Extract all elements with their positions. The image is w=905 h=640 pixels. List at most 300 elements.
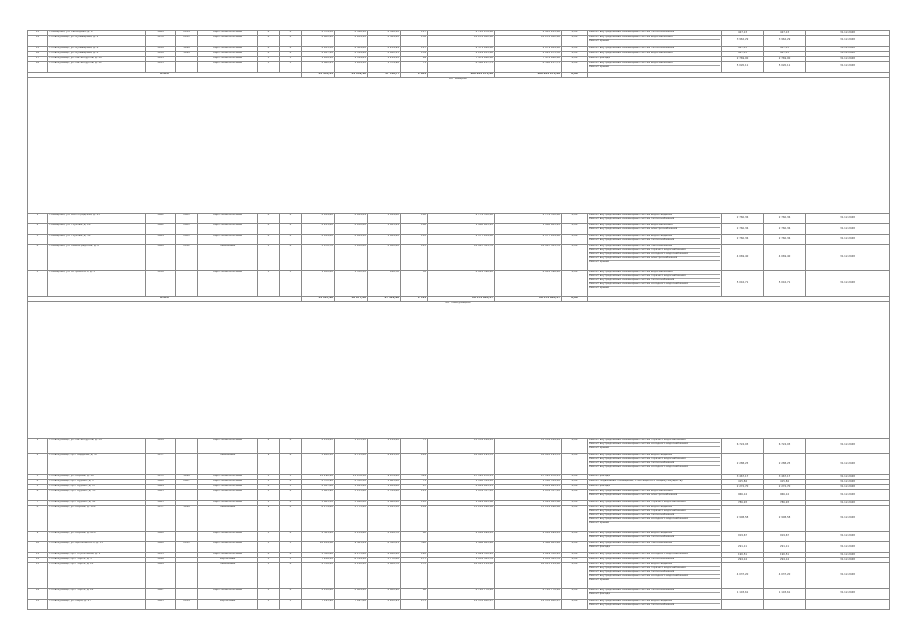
cell-area: 2 902,20 xyxy=(302,36,335,46)
cell-a: 294,14 xyxy=(722,558,764,563)
cell-type: Кирп. шлакоблочные xyxy=(198,474,258,479)
cell-cost: 20 015 119,00 xyxy=(428,563,495,589)
cell-en: 5 xyxy=(280,558,302,563)
cell-rec: 1998 xyxy=(176,474,198,479)
cell-en: 4 xyxy=(280,438,302,454)
cell-cost: 1 034 357,83 xyxy=(428,490,495,500)
cell-fund: 1 052 585,76 xyxy=(495,558,562,563)
cell-d: 31.12.2048 xyxy=(806,454,890,475)
cell-year: 1964 xyxy=(146,234,176,244)
cell-ppl: 111 xyxy=(401,490,428,500)
cell-a: 2 760,36 xyxy=(722,213,764,223)
work-item: Ремонт внутридомовых инженерных систем теплоснабжения xyxy=(589,462,720,466)
cell-cost: 10 083 191,35 xyxy=(428,454,495,475)
cell-fund: 10 231 002,00 xyxy=(495,36,562,46)
cell-addr: г.Кемерово, ул. Глухова, д. 28 xyxy=(48,224,146,234)
cell-nliv: 1 654,00 xyxy=(368,485,401,490)
cell-ppl: 120 xyxy=(401,552,428,557)
cell-addr: г.Новокузнецк, пр-т Курако, д. 35 xyxy=(48,490,146,500)
cell-a: 6 724,93 xyxy=(722,438,764,454)
cell-works xyxy=(588,224,722,234)
cell-area: 7 193,90 xyxy=(302,599,335,609)
cell-en: 6 xyxy=(280,563,302,589)
cell-fund: 2 903 205,00 xyxy=(495,31,562,36)
cell-a: 415,84 xyxy=(722,480,764,485)
cell-b: 294,14 xyxy=(764,558,806,563)
cell-b: 427,13 xyxy=(764,46,806,51)
cell-b: 427,13 xyxy=(764,31,806,36)
table-row xyxy=(28,438,890,454)
cell-nliv: 2 346,10 xyxy=(368,31,401,36)
cell-area: 3 465,90 xyxy=(302,490,335,500)
cell-cost: 13 134 169,61 xyxy=(428,438,495,454)
cell-pct: 0,00 xyxy=(562,474,588,479)
cell-ppl: 100 xyxy=(401,213,428,223)
cell-a xyxy=(722,599,764,609)
cell-pct: 0,00 xyxy=(562,36,588,46)
work-item: Ремонт внутридомовых инженерных систем теплоснабжения xyxy=(589,602,675,606)
cell-fund: 2 079 904,00 xyxy=(495,46,562,51)
cell-fund: 8 300 237,75 xyxy=(495,62,562,72)
cell-addr: г.Новокузнецк, ул. Кирова, д. 61А xyxy=(48,532,146,542)
cell-d: 31.12.2048 xyxy=(806,474,890,479)
cell-year: 1959 xyxy=(146,438,176,454)
cell-d: 31.12.2048 xyxy=(806,558,890,563)
cell-pct: 0,00 xyxy=(562,234,588,244)
cell-en: 4 xyxy=(280,213,302,223)
cell-ppl: 275 xyxy=(401,599,428,609)
cell-b: 5 020,11 xyxy=(764,62,806,72)
cell-fund: 10 867 501,76 xyxy=(495,245,562,271)
cell-works xyxy=(588,36,722,46)
cell-n: 11 xyxy=(28,552,48,557)
cell-fl: 3 xyxy=(258,56,280,61)
cell-a: 5 016,71 xyxy=(722,271,764,297)
cell-ppl: 75 xyxy=(401,438,428,454)
cell-works xyxy=(588,213,722,223)
cell-n: 6 xyxy=(28,490,48,500)
work-item: Ремонт внутридомовых инженерных систем холодного водоснабжения xyxy=(589,465,688,469)
cell-d: 31.12.2048 xyxy=(806,36,890,46)
cell-en: 4 xyxy=(280,500,302,505)
cell-liv: 2 110,20 xyxy=(335,563,368,589)
cell-b: 415,84 xyxy=(764,480,806,485)
work-item: Ремонт внутридомовых инженерных систем электроснабжения xyxy=(589,257,720,261)
cell-area: 2 139,20 xyxy=(302,438,335,454)
cell-cost: 2 214 453,00 xyxy=(428,51,495,56)
cell-area: 3 470,70 xyxy=(302,245,335,271)
cell-b: 291,11 xyxy=(764,542,806,552)
cell-ppl: 66 xyxy=(401,589,428,599)
work-item: Ремонт внутридомовых инженерных систем водоотведения xyxy=(589,235,720,239)
cell-nliv: 2 018,70 xyxy=(368,532,401,542)
work-item: Ремонт крыши xyxy=(589,286,610,290)
cell-ppl: 329 xyxy=(401,474,428,479)
cell-ppl: 138 xyxy=(401,36,428,46)
cell-year: 1960 xyxy=(146,480,176,485)
cell-d: 31.12.2048 xyxy=(806,563,890,589)
cell-pct: 0,00 xyxy=(562,542,588,552)
cell-fund: 2 774 350,00 xyxy=(495,213,562,223)
cell-works xyxy=(588,589,722,599)
total-cost: 109 844 274,28 xyxy=(428,72,495,77)
cell-cost: 1 980 603,22 xyxy=(428,224,495,234)
cell-type: Кирп. шлакоблочные xyxy=(198,552,258,557)
cell-fund: 1 049 530,22 xyxy=(495,552,562,557)
cell-addr: г.Новокузнецк, ул. Кирова, д. 108 xyxy=(48,506,146,532)
capital-repair-register-table xyxy=(27,30,890,610)
cell-pct: 0,00 xyxy=(562,485,588,490)
table-row xyxy=(28,36,890,46)
cell-fl: 5 xyxy=(258,599,280,609)
cell-a: 2 272,70 xyxy=(722,485,764,490)
cell-a: 2 760,36 xyxy=(722,224,764,234)
cell-liv: 6 784,10 xyxy=(335,558,368,563)
work-item: Ремонт внутридомовых инженерных систем теплоснабжения xyxy=(589,571,720,575)
cell-pct: 0,00 xyxy=(562,213,588,223)
cell-nliv: 926,30 xyxy=(368,271,401,297)
cell-type: Кирп. шлакоблочные xyxy=(198,31,258,36)
cell-b: 4 037,20 xyxy=(764,563,806,589)
cell-en: 5 xyxy=(280,599,302,609)
cell-b: 427,13 xyxy=(764,51,806,56)
cell-cost: 21 132 902,07 xyxy=(428,599,495,609)
cell-fl: 4 xyxy=(258,552,280,557)
total-nliv: 37 726,?? xyxy=(368,72,401,77)
cell-type: Кирп. шлакоблочные xyxy=(198,62,258,72)
cell-type: Кирп. шлакоблочные xyxy=(198,589,258,599)
cell-n: 18 xyxy=(28,62,48,72)
cell-nliv: 2 234,94 xyxy=(368,46,401,51)
cell-year: 1968 xyxy=(146,245,176,271)
cell-year: 1969 xyxy=(146,563,176,589)
cell-nliv: 1 963,80 xyxy=(368,480,401,485)
cell-liv: 11 076,10 xyxy=(335,474,368,479)
cell-fund: 2 177 954,00 xyxy=(495,234,562,244)
cell-liv: 1 815,20 xyxy=(335,485,368,490)
cell-cost: 27 193 470,13 xyxy=(428,474,495,479)
total-area: 35 167,90 xyxy=(302,297,335,302)
cell-a: 190,51 xyxy=(722,552,764,557)
cell-n: 14 xyxy=(28,589,48,599)
cell-en: 6 xyxy=(280,552,302,557)
cell-d: 31.12.2048 xyxy=(806,480,890,485)
cell-type: Кирп. шлакоблочные xyxy=(198,51,258,56)
cell-en: 4 xyxy=(280,480,302,485)
total-pct: 0,00 xyxy=(562,72,588,77)
cell-type: Кирп. шлакоблочные xyxy=(198,234,258,244)
cell-nliv: 2 000,90 xyxy=(368,589,401,599)
cell-rec: 1999 xyxy=(176,51,198,56)
cell-n: 4 xyxy=(28,480,48,485)
cell-year: 1958 xyxy=(146,51,176,56)
cell-year: 1977 xyxy=(146,506,176,532)
work-item: Ремонт внутридомовых инженерных систем электроснабжения xyxy=(589,227,678,231)
cell-works xyxy=(588,542,722,552)
cell-pct: 0,00 xyxy=(562,589,588,599)
work-item: Ремонт внутридомовых инженерных систем теплоснабжения xyxy=(589,46,675,49)
work-item: Ремонт внутридомовых инженерных систем теплоснабжения xyxy=(589,216,675,220)
cell-nliv: 5 013,50 xyxy=(368,506,401,532)
cell-a: 919,67 xyxy=(722,532,764,542)
cell-rec xyxy=(176,563,198,589)
cell-cost: 1 049 530,22 xyxy=(428,552,495,557)
cell-en: 4 xyxy=(280,506,302,532)
cell-rec: 2011 xyxy=(176,542,198,552)
cell-nliv: 2 820,40 xyxy=(368,245,401,271)
cell-n: 13 xyxy=(28,563,48,589)
cell-en: 4 xyxy=(280,589,302,599)
cell-fl: 4 xyxy=(258,31,280,36)
cell-n: 2 xyxy=(28,454,48,475)
cell-year: 1955 xyxy=(146,62,176,72)
cell-cost: 10 867 501,76 xyxy=(428,245,495,271)
cell-ppl: 71 xyxy=(401,480,428,485)
cell-area: 2 027,80 xyxy=(302,485,335,490)
cell-d: 31.12.2048 xyxy=(806,271,890,297)
cell-pct: 0,00 xyxy=(562,56,588,61)
cell-area: 3 463,50 xyxy=(302,500,335,505)
cell-d: 31.12.2048 xyxy=(806,62,890,72)
cell-area: 2 189,60 xyxy=(302,213,335,223)
cell-fl: 4 xyxy=(258,234,280,244)
cell-d: 31.12.2048 xyxy=(806,500,890,505)
cell-type: Кирпичные xyxy=(198,599,258,609)
cell-year: 1963 xyxy=(146,500,176,505)
cell-rec: 2001 xyxy=(176,234,198,244)
cell-n: 1 xyxy=(28,438,48,454)
cell-nliv: 9 679,20 xyxy=(368,474,401,479)
cell-addr: г.Новокузнецк, ул. Бульварная, д. 2 xyxy=(48,36,146,46)
cell-type: Кирп. шлакоблочные xyxy=(198,542,258,552)
cell-type: Кирп. шлакоблочные xyxy=(198,271,258,297)
cell-fl: 5 xyxy=(258,490,280,500)
cell-works xyxy=(588,271,722,297)
cell-type: Панельные xyxy=(198,454,258,475)
work-item: Ремонт крыши xyxy=(589,260,610,264)
cell-year: 1963 xyxy=(146,490,176,500)
cell-d: 31.12.2048 xyxy=(806,46,890,51)
cell-pct: 0,00 xyxy=(562,599,588,609)
table-row xyxy=(28,271,890,297)
cell-works xyxy=(588,245,722,271)
cell-addr: г.Новокузнецк, пр-т Зорге, д. 3 xyxy=(48,558,146,563)
cell-cost: 7 474 460,00 xyxy=(428,56,495,61)
cell-ppl: 80 xyxy=(401,532,428,542)
cell-area: 6 179,60 xyxy=(302,506,335,532)
cell-n: 14 xyxy=(28,36,48,46)
total-label: Итого xyxy=(28,297,302,302)
cell-fl: 9 xyxy=(258,506,280,532)
cell-liv: 2 024,89 xyxy=(335,213,368,223)
cell-fund: 27 193 470,13 xyxy=(495,474,562,479)
cell-fund: 4 765 778,26 xyxy=(495,589,562,599)
work-item: Ремонт внутридомовых инженерных систем водоснабжения xyxy=(589,51,673,54)
cell-addr: г.Новокузнецк, ул. Мира, д. 27 xyxy=(48,599,146,609)
cell-cost: 13 214 496,06 xyxy=(428,506,495,532)
work-item: Ремонт внутридомовых инженерных систем водоотведения xyxy=(589,563,720,567)
cell-year: 1962 xyxy=(146,213,176,223)
cell-n: 15 xyxy=(28,46,48,51)
cell-year: 1946 xyxy=(146,558,176,563)
cell-area: 2 572,90 xyxy=(302,480,335,485)
cell-d: 31.12.2048 xyxy=(806,234,890,244)
cell-en: 4 xyxy=(280,224,302,234)
total-fund: 28 574 005,37 xyxy=(495,297,562,302)
cell-rec xyxy=(176,490,198,500)
cell-b: 1 103,61 xyxy=(764,589,806,599)
cell-a: 427,13 xyxy=(722,51,764,56)
work-item: Ремонт внутридомовых инженерных систем горячего водоснабжения xyxy=(589,567,720,571)
cell-fund: 13 134 169,61 xyxy=(495,438,562,454)
cell-fl: 4 xyxy=(258,51,280,56)
cell-en: 3 xyxy=(280,542,302,552)
cell-pct: 0,00 xyxy=(562,438,588,454)
total-ppl: 1 364 xyxy=(401,72,428,77)
cell-rec xyxy=(176,454,198,475)
cell-a: 2 769,00 xyxy=(722,56,764,61)
cell-rec: 2001 xyxy=(176,224,198,234)
cell-fl: 4 xyxy=(258,36,280,46)
cell-type: Кирп. шлакоблочные xyxy=(198,224,258,234)
cell-type: Панельные xyxy=(198,506,258,532)
cell-ppl: 112 xyxy=(401,500,428,505)
cell-ppl: 172 xyxy=(401,563,428,589)
cell-liv: 1 975,10 xyxy=(335,438,368,454)
cell-d: 31.12.2048 xyxy=(806,438,890,454)
cell-nliv: 4 020,20 xyxy=(368,552,401,557)
cell-nliv: 1 814,80 xyxy=(368,213,401,223)
cell-nliv: 1 574,96 xyxy=(368,62,401,72)
cell-pct: 0,00 xyxy=(562,271,588,297)
cell-fund: 13 214 496,06 xyxy=(495,506,562,532)
work-item: Ремонт крыши xyxy=(589,39,610,43)
work-item: Ремонт внутридомовых инженерных систем теплоснабжения xyxy=(589,30,675,33)
cell-n: 3 xyxy=(28,234,48,244)
cell-area: 1 630,80 xyxy=(302,271,335,297)
cell-area: 2 579,30 xyxy=(302,31,335,36)
cell-type: Кирп. шлакоблочные xyxy=(198,36,258,46)
cell-pct: 0,00 xyxy=(562,500,588,505)
work-item: Ремонт внутридомовых инженерных систем горячего водоснабжения xyxy=(589,249,720,253)
cell-type: Кирп. шлакоблочные xyxy=(198,480,258,485)
cell-rec: 2011 xyxy=(176,36,198,46)
cell-d: 31.12.2048 xyxy=(806,224,890,234)
table-row xyxy=(28,563,890,589)
cell-year: 1963 xyxy=(146,599,176,609)
cell-addr: г.Кемерово, ул. Островского, д. 5 xyxy=(48,271,146,297)
cell-rec xyxy=(176,589,198,599)
cell-liv: 2 634,10 xyxy=(335,36,368,46)
cell-d: 31.12.2048 xyxy=(806,245,890,271)
work-item: Ремонт внутридомовых инженерных систем горячего водоснабжения xyxy=(589,458,720,462)
cell-en: 4 xyxy=(280,532,302,542)
cell-d: 31.12.2048 xyxy=(806,51,890,56)
cell-pct: 0,00 xyxy=(562,532,588,542)
cell-b: 2 288,25 xyxy=(764,454,806,475)
cell-works xyxy=(588,234,722,244)
work-item: Ремонт внутридомовых инженерных систем горячего водоснабжения xyxy=(589,510,720,514)
cell-year: 1958 xyxy=(146,46,176,51)
work-item: Ремонт внутридомовых инженерных систем холодного водоснабжения xyxy=(589,552,688,555)
cell-addr: г.Новокузнецк, пр-т Строителей, д. 1 xyxy=(48,552,146,557)
cell-addr: г.Кемерово, ул. Свободная, д. 4 xyxy=(48,31,146,36)
cell-year: 1977 xyxy=(146,454,176,475)
cell-d: 31.12.2048 xyxy=(806,542,890,552)
work-item: Ремонт внутридомовых инженерных систем водоснабжения xyxy=(589,36,720,40)
work-item: Ремонт внутридомовых инженерных систем теплоснабжения xyxy=(589,279,720,283)
cell-nliv: 4 241,30 xyxy=(368,454,401,475)
cell-b: 2 769,00 xyxy=(764,56,806,61)
cell-liv: 2 519,26 xyxy=(335,51,368,56)
work-item: Ремонт крыши xyxy=(589,65,610,69)
cell-works xyxy=(588,62,722,72)
section-header-row xyxy=(28,302,890,438)
cell-nliv: 5 772,00 xyxy=(368,558,401,563)
cell-works xyxy=(588,563,722,589)
cell-a: 966,14 xyxy=(722,490,764,500)
cell-rec: 2001 xyxy=(176,213,198,223)
cell-addr: г.Новокузнецк, ул. Бульварная, д. 8 xyxy=(48,51,146,56)
cell-works xyxy=(588,454,722,475)
cell-fund: 1 034 357,83 xyxy=(495,490,562,500)
cell-a: 3 467,17 xyxy=(722,474,764,479)
cell-n: 1 xyxy=(28,213,48,223)
cell-liv: 1 514,05 xyxy=(335,56,368,61)
cell-pct: 0,00 xyxy=(562,62,588,72)
cell-works xyxy=(588,506,722,532)
cell-fl: 3 xyxy=(258,62,280,72)
cell-fund: 2 022 475,30 xyxy=(495,51,562,56)
total-label: Итого xyxy=(28,72,302,77)
cell-area: 12 290,20 xyxy=(302,474,335,479)
cell-fl: 4 xyxy=(258,485,280,490)
work-item: Ремонт внутридомовых инженерных систем теплоснабжения xyxy=(589,589,720,593)
cell-ppl: 134 xyxy=(401,51,428,56)
cell-ppl: 209 xyxy=(401,506,428,532)
cell-cost: 2 774 350,00 xyxy=(428,213,495,223)
work-item: Ремонт внутридомовых инженерных систем водоотведения xyxy=(589,506,720,510)
cell-ppl: 117 xyxy=(401,46,428,51)
total-fund: 109 844 274,28 xyxy=(495,72,562,77)
cell-works xyxy=(588,599,722,609)
cell-n: 13 xyxy=(28,31,48,36)
cell-pct: 0,00 xyxy=(562,552,588,557)
cell-liv: 1 532,50 xyxy=(335,271,368,297)
cell-fund: 1 486 605,46 xyxy=(495,542,562,552)
cell-ppl: 87 xyxy=(401,485,428,490)
cell-rec xyxy=(176,62,198,72)
cell-type: Панельные xyxy=(198,563,258,589)
cell-area: 2 150,60 xyxy=(302,589,335,599)
cell-liv: 3 100,00 xyxy=(335,245,368,271)
work-item: Ремонт внутридомовых инженерных систем водоотведения xyxy=(589,532,720,536)
cell-nliv: 1 823,24 xyxy=(368,224,401,234)
cell-cost: 2 371 028,00 xyxy=(428,46,495,51)
cell-n: 4 xyxy=(28,245,48,271)
cell-nliv: 2 022,15 xyxy=(368,51,401,56)
cell-b: 3 962,29 xyxy=(764,36,806,46)
work-item: Ремонт внутридомовых инженерных систем холодного водоснабжения xyxy=(589,283,720,287)
table-row xyxy=(28,490,890,500)
cell-fund: 10 083 191,35 xyxy=(495,454,562,475)
cell-b: 2 272,70 xyxy=(764,485,806,490)
cell-fl: 3 xyxy=(258,271,280,297)
cell-addr: г.Кемерово, ул. Глухова, д. 30 xyxy=(48,234,146,244)
cell-fund: 20 015 119,00 xyxy=(495,563,562,589)
work-item: Ремонт крыши xyxy=(589,445,610,449)
cell-fl: 5 xyxy=(258,542,280,552)
